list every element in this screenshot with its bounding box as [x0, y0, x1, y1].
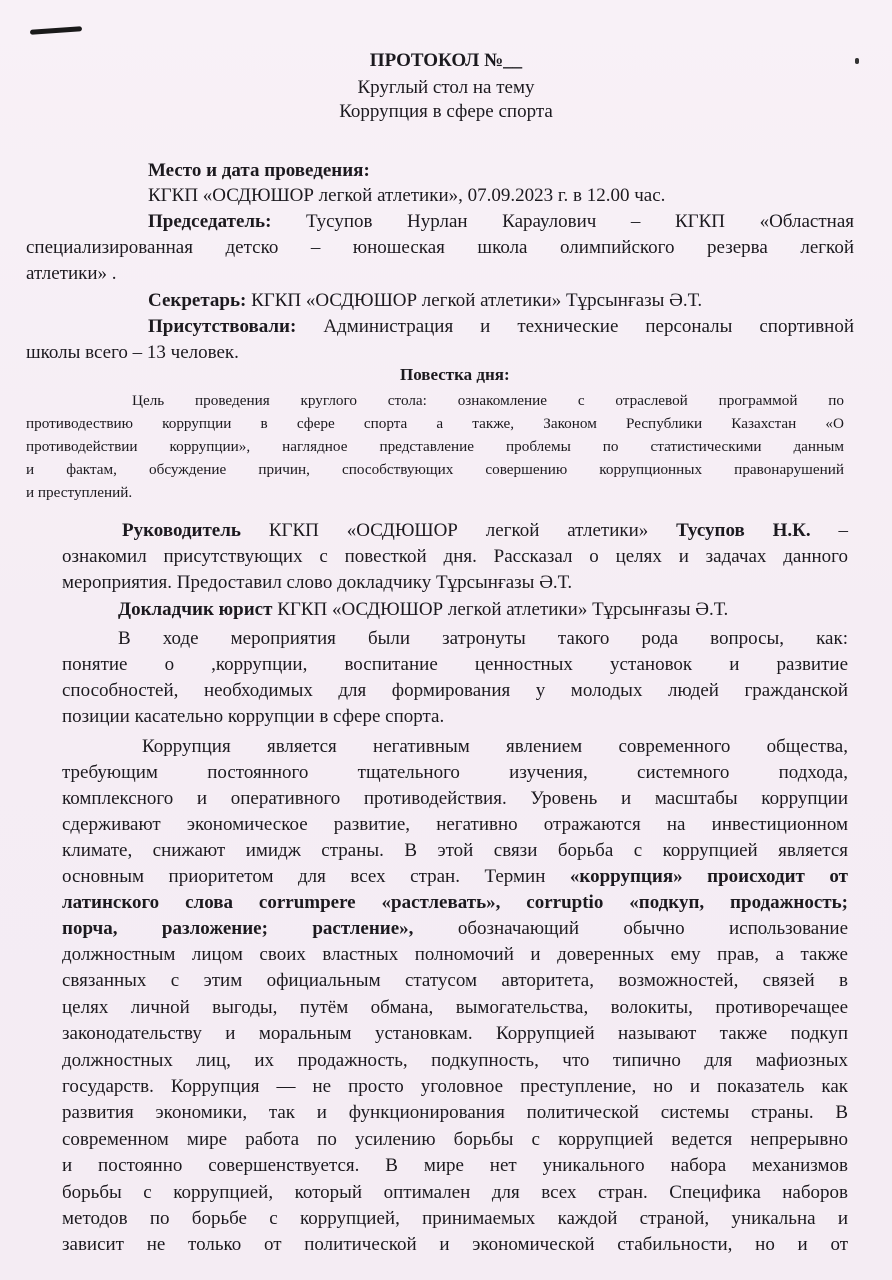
p2-term-bold: «коррупция» происходит от: [569, 866, 848, 887]
pen-mark: [30, 26, 82, 35]
chair-line-2: специализированная детско – юношеская школа олимпийского резерва легкой: [26, 237, 854, 258]
p2-line: должностным лицом своих властных полномочий и доверенных ему прав, а также: [62, 944, 848, 965]
present-line-2: школы всего – 13 человек.: [26, 342, 239, 363]
p1-line: позиции касательно коррупции в сфере спорта.: [62, 706, 445, 727]
chair-line-3: атлетики» .: [26, 263, 117, 284]
p2-line: государств. Коррупция — не просто уголовное преступление, но и показатель как: [62, 1076, 848, 1097]
present-label: Присутствовали:: [148, 316, 297, 337]
agenda-line: и фактам, обсуждение причин, способствующих совершению коррупционных правонарушений: [26, 461, 844, 478]
agenda-heading: Повестка дня:: [400, 365, 510, 384]
p2-line: борьбы с коррупцией, который оптимален для всех стран. Специфика наборов: [62, 1181, 848, 1203]
head-dash: –: [838, 520, 849, 541]
p1-line: В ходе мероприятия были затронуты такого рода вопросы, как:: [118, 628, 848, 649]
p2-line: развития экономики, так и функционирования политической системы страны. В: [62, 1102, 848, 1124]
p2-meaning-bold: порча, разложение; растление»,: [62, 918, 414, 939]
chair-value: Тусупов Нурлан Караулович – КГКП «Областная: [306, 211, 854, 232]
place-label: Место и дата проведения:: [148, 160, 370, 181]
secretary-label: Секретарь:: [148, 290, 247, 311]
secretary-value: КГКП «ОСДЮШОР легкой атлетики» Тұрсынғазы Ә.Т.: [251, 290, 703, 311]
secretary-line: [148, 290, 890, 312]
head-label: Руководитель: [122, 520, 241, 541]
present-line-1: [148, 316, 854, 338]
p2-line: климате, снижают имидж страны. В этой связи борьба с коррупцией является: [62, 840, 848, 861]
agenda-line: Цель проведения круглого стола: ознакомление с отраслевой программой по: [132, 392, 844, 409]
p2-term-intro: основным приоритетом для всех стран. Термин: [62, 866, 546, 887]
agenda-line: и преступлений.: [26, 484, 133, 501]
head-line-1: [122, 520, 848, 542]
protocol-title: ПРОТОКОЛ №__: [369, 50, 523, 71]
p2-line: современном мире работа по усилению борьбы с коррупцией ведется непрерывно: [62, 1128, 848, 1150]
agenda-line: противодействии коррупции», наглядное представление проблемы по статистическими данным: [26, 438, 844, 455]
chair-label: Председатель:: [148, 211, 272, 232]
head-name: Тусупов Н.К.: [676, 520, 811, 541]
head-org: КГКП «ОСДЮШОР легкой атлетики»: [268, 520, 649, 541]
p2-line: целях личной выгоды, путём обмана, вымогательства, волокиты, противоречащее: [62, 996, 848, 1018]
head-line-2: ознакомил присутствующих с повесткой дня. Рассказал о целях и задачах данного: [62, 546, 848, 567]
p2-line: должностных лиц, их продажность, подкупность, что типично для мафиозных: [62, 1049, 848, 1071]
p2-line: требующим постоянного тщательного изучения, системного подхода,: [62, 762, 848, 783]
p2-line: связанных с этим официальным статусом авторитета, возможностей, связей в: [62, 970, 848, 992]
p2-line: [62, 866, 848, 888]
p2-line: законодательству и моральным установкам. Коррупцией называют также подкуп: [62, 1023, 848, 1045]
p2-line: и постоянно совершенствуется. В мире нет уникального набора механизмов: [62, 1155, 848, 1177]
p2-line: методов по борьбе с коррупцией, принимаемых каждой страной, уникальна и: [62, 1208, 848, 1229]
p2-line: зависит не только от политической и экономической стабильности, но и от: [62, 1234, 848, 1256]
p1-line: способностей, необходимых для формирования у молодых людей гражданской: [62, 680, 848, 701]
head-line-3: мероприятия. Предоставил слово докладчику Тұрсынғазы Ә.Т.: [62, 572, 573, 593]
speaker-label: Докладчик юрист: [118, 599, 273, 620]
chair-line-1: [148, 211, 854, 233]
protocol-subtitle: Круглый стол на тему: [357, 77, 535, 98]
place-value: КГКП «ОСДЮШОР легкой атлетики», 07.09.2023 г. в 12.00 час.: [148, 185, 666, 206]
protocol-topic: Коррупция в сфере спорта: [339, 101, 553, 122]
p2-line: сдерживают экономическое развитие, негативно отражаются на инвестиционном: [62, 814, 848, 835]
p1-line: понятие о ,коррупции, воспитание ценностных установок и развитие: [62, 654, 848, 675]
speaker-line: [118, 599, 860, 621]
agenda-line: противодествию коррупции в сфере спорта а также, Законом Республики Казахстан «О: [26, 415, 844, 432]
p2-line: Коррупция является негативным явлением современного общества,: [142, 736, 848, 757]
p2-line: комплексного и оперативного противодействия. Уровень и масштабы коррупции: [62, 788, 848, 809]
p2-latin-line: латинского слова corrumpere «растлевать», corruptio «подкуп, продажность;: [62, 892, 848, 913]
p2-meaning-rest: обозначающий обычно использование: [457, 918, 849, 939]
present-value: Администрация и технические персоналы спортивной: [323, 316, 854, 337]
p2-line: [62, 918, 848, 940]
speaker-value: КГКП «ОСДЮШОР легкой атлетики» Тұрсынғазы Ә.Т.: [277, 599, 729, 620]
